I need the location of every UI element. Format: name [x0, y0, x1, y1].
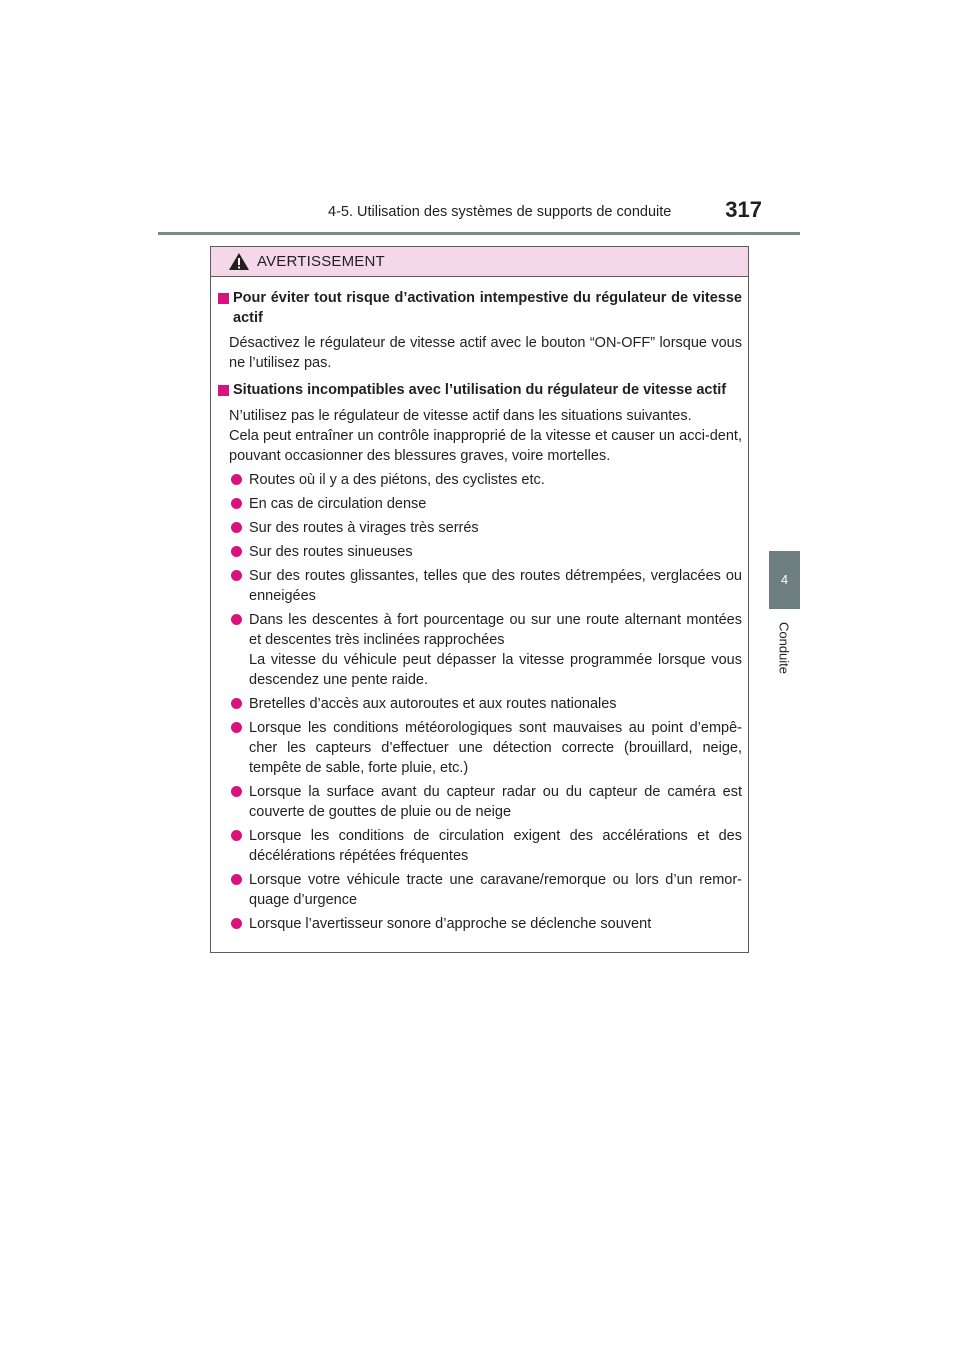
header-divider — [158, 232, 800, 235]
chapter-tab: 4 — [769, 551, 800, 609]
list-item — [218, 518, 742, 538]
list-item-text: Sur des routes glissantes, telles que des routes détrempées, verglacées ou enneigées — [249, 567, 742, 604]
list-item-text — [249, 610, 742, 690]
list-item-line: Dans les descentes à fort pourcentage ou sur une route alternant montées et descentes très inclinées rapprochées — [249, 611, 742, 648]
list-item-text: Lorsque les conditions de circulation exigent des accélérations et des décélérations répétées fréquentes — [249, 827, 742, 864]
round-bullet-icon — [231, 546, 242, 557]
list-item-text: En cas de circulation dense — [249, 495, 427, 512]
paragraph-line: N’utilisez pas le régulateur de vitesse actif dans les situations suivantes. — [229, 407, 692, 424]
warning-triangle-icon — [228, 252, 250, 271]
section-title: 4-5. Utilisation des systèmes de supports de conduite — [328, 204, 672, 220]
round-bullet-icon — [231, 874, 242, 885]
round-bullet-icon — [231, 830, 242, 841]
list-item — [218, 718, 742, 778]
list-item — [218, 914, 742, 934]
paragraph — [218, 406, 742, 466]
list-item — [218, 782, 742, 822]
paragraph: Désactivez le régulateur de vitesse actif avec le bouton “ON-OFF” lorsque vous ne l’utilisez pas. — [229, 335, 742, 371]
list-item-text: Bretelles d’accès aux autoroutes et aux routes nationales — [249, 695, 617, 712]
list-item — [218, 694, 742, 714]
round-bullet-icon — [231, 570, 242, 581]
list-item — [218, 870, 742, 910]
round-bullet-icon — [231, 918, 242, 929]
section-heading — [218, 289, 742, 328]
list-item-text: Lorsque la surface avant du capteur radar ou du capteur de caméra est couverte de gouttes de pluie ou de neige — [249, 783, 742, 820]
list-item — [218, 610, 742, 690]
round-bullet-icon — [231, 698, 242, 709]
round-bullet-icon — [231, 614, 242, 625]
list-item — [218, 542, 742, 562]
page-number: 317 — [725, 197, 762, 222]
square-bullet-icon — [218, 385, 229, 396]
bullet-list — [218, 470, 742, 934]
warning-header — [211, 247, 748, 277]
round-bullet-icon — [231, 474, 242, 485]
square-bullet-icon — [218, 293, 229, 304]
chapter-label: Conduite — [776, 621, 792, 675]
list-item-text: Lorsque l’avertisseur sonore d’approche se déclenche souvent — [249, 915, 652, 932]
list-item-text: Routes où il y a des piétons, des cyclistes etc. — [249, 471, 545, 488]
warning-title: AVERTISSEMENT — [257, 253, 385, 270]
list-item-text: Lorsque votre véhicule tracte une caravane/remorque ou lors d’un remor-quage d’urgence — [249, 871, 742, 908]
section-heading-text: Situations incompatibles avec l’utilisation du régulateur de vitesse actif — [233, 382, 727, 398]
section-heading-text: Pour éviter tout risque d’activation intempestive du régulateur de vitesse actif — [233, 290, 742, 326]
round-bullet-icon — [231, 522, 242, 533]
round-bullet-icon — [231, 498, 242, 509]
list-item — [218, 826, 742, 866]
list-item — [218, 566, 742, 606]
list-item — [218, 470, 742, 490]
round-bullet-icon — [231, 722, 242, 733]
list-item-text: Sur des routes sinueuses — [249, 543, 413, 560]
list-item-text: Lorsque les conditions météorologiques sont mauvaises au point d’empê-cher les capteurs d’effectuer une détection correcte (brouillard, neige, tempête de sable, forte pluie, etc.) — [249, 719, 742, 776]
paragraph-line: Cela peut entraîner un contrôle inapproprié de la vitesse et causer un acci-dent, pouvant occasionner des blessures graves, voire mortelles. — [229, 427, 742, 464]
list-item — [218, 494, 742, 514]
list-item-note: La vitesse du véhicule peut dépasser la vitesse programmée lorsque vous descendez une pente raide. — [249, 651, 742, 688]
warning-box — [210, 246, 749, 953]
warning-body — [211, 277, 748, 934]
round-bullet-icon — [231, 786, 242, 797]
section-heading — [218, 381, 742, 401]
list-item-text: Sur des routes à virages très serrés — [249, 519, 479, 536]
